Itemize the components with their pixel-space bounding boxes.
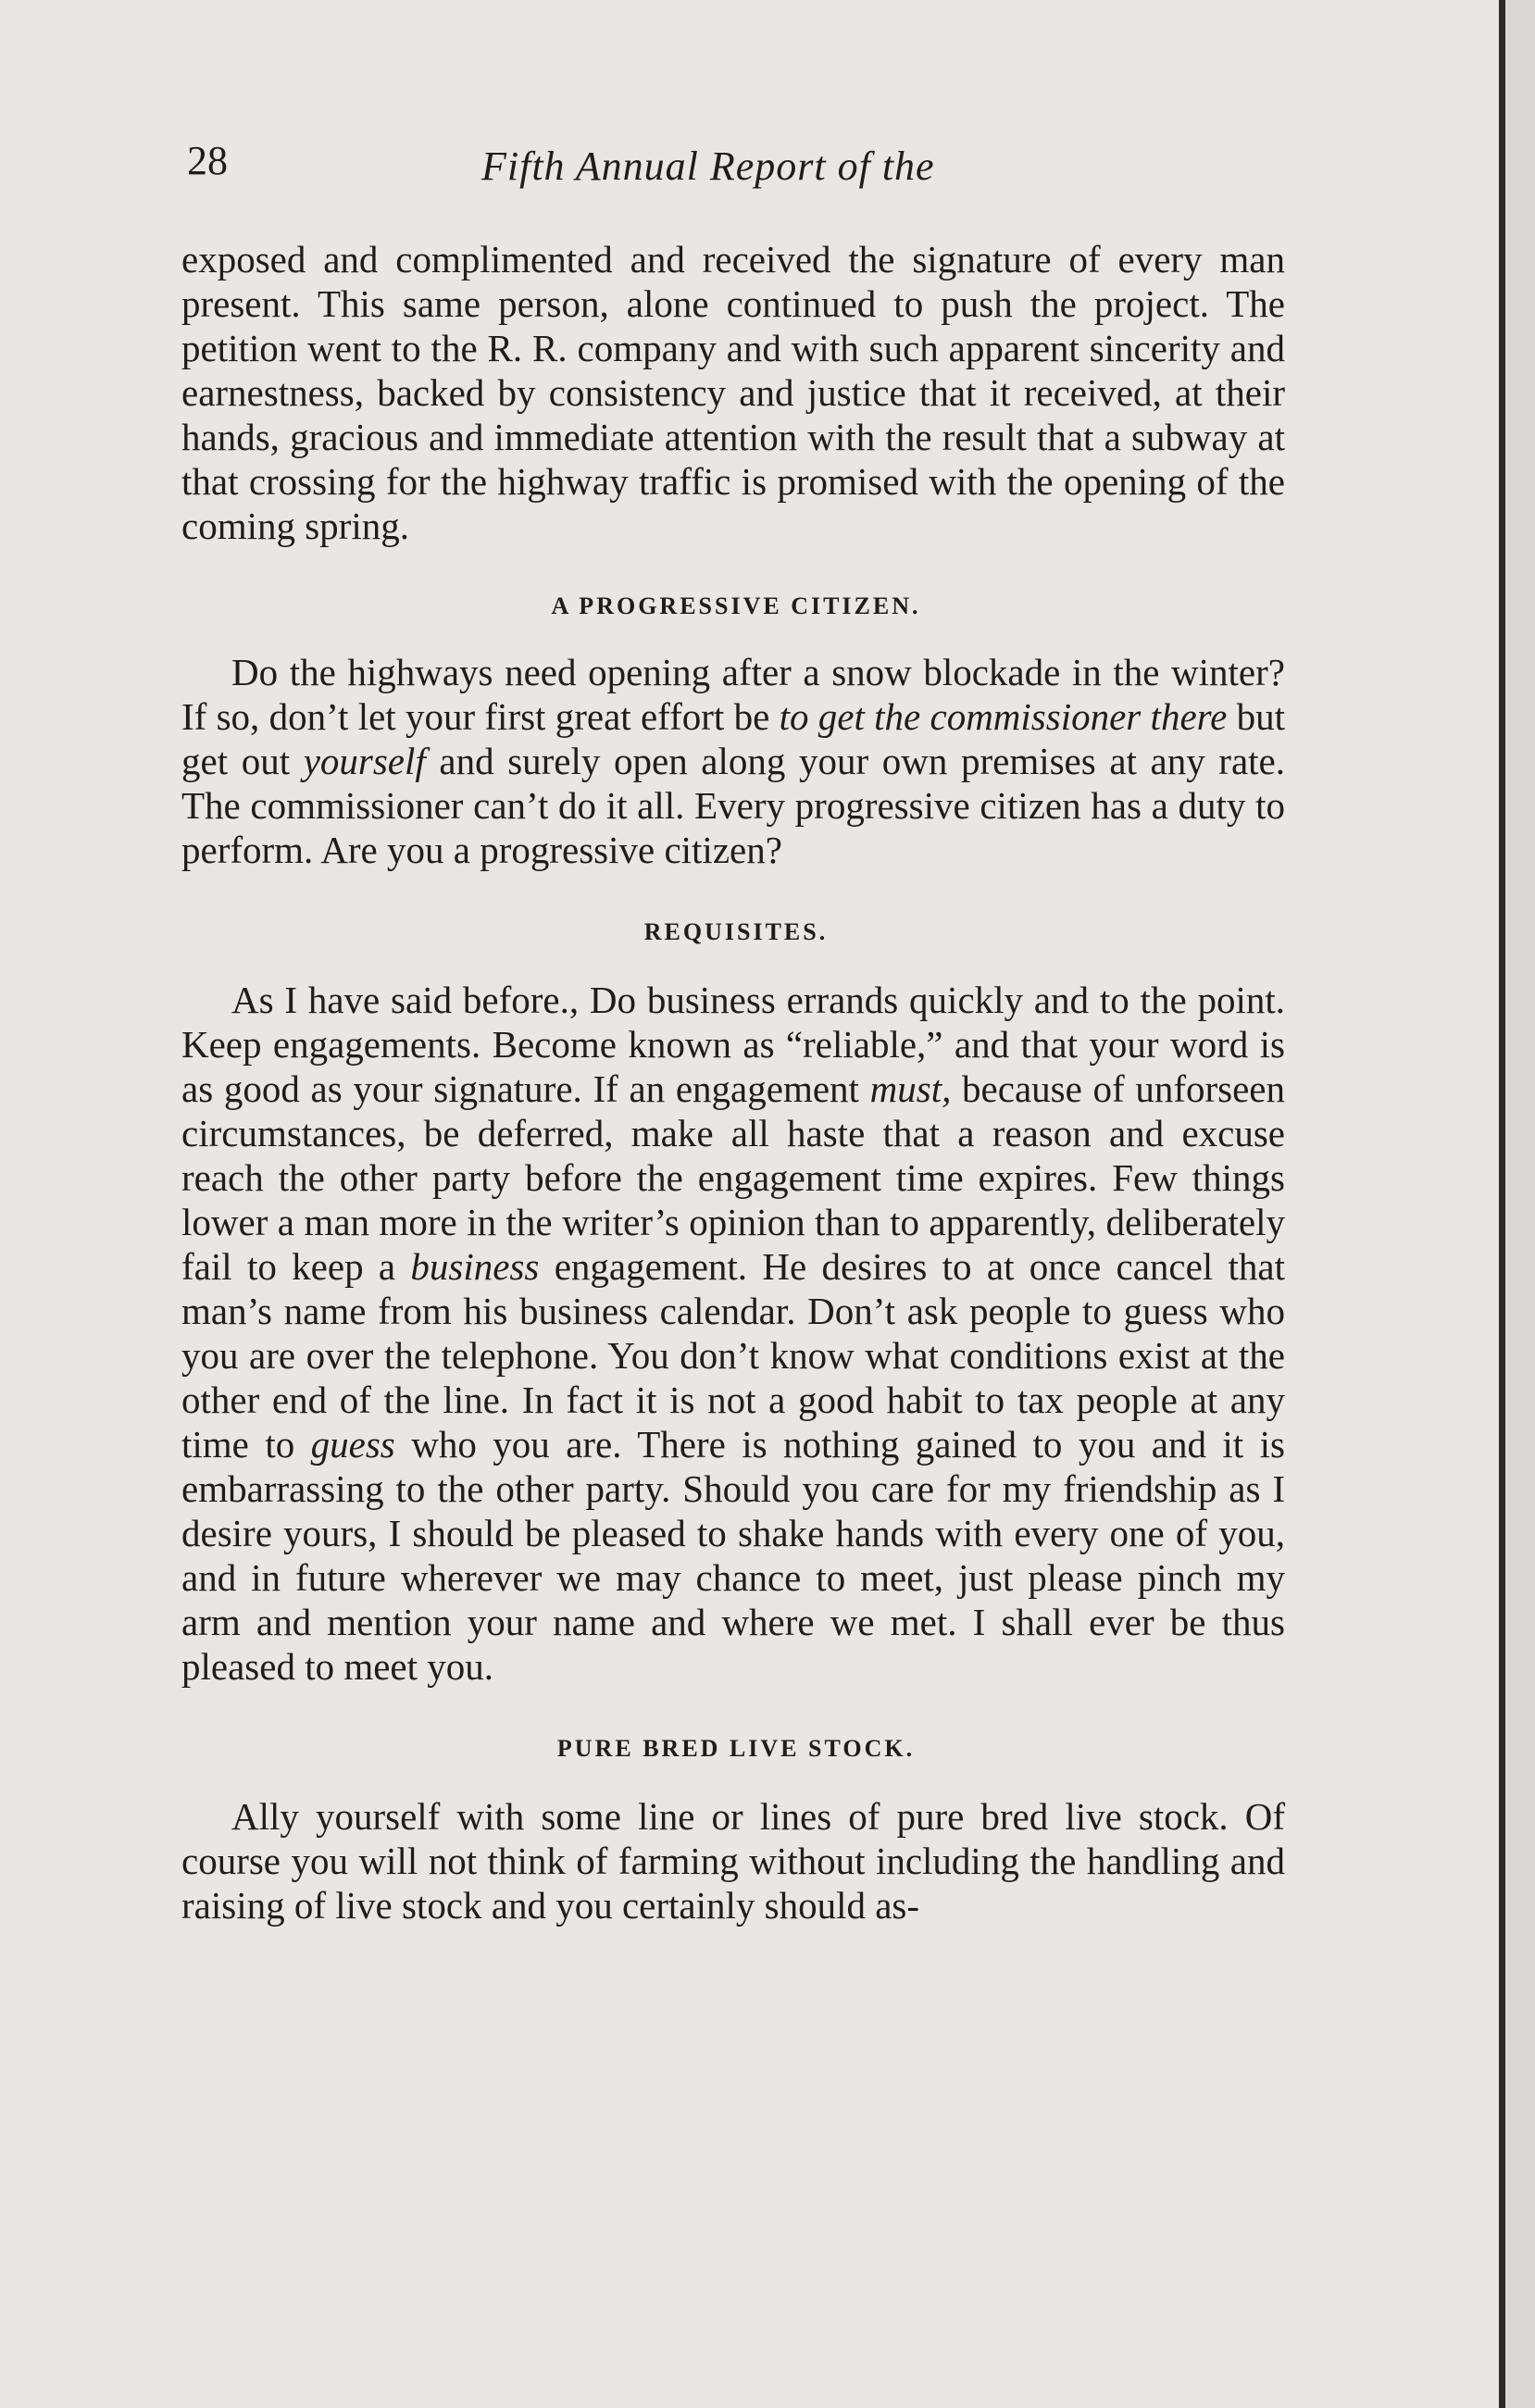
text-run: As I have said before., Do business errands quickly and to the point. Keep engagements. Become known as “reliable,” and that your word is as good as your signature. If an engagement xyxy=(181,979,1285,1110)
italic-run: must, xyxy=(869,1067,952,1110)
italic-run: guess xyxy=(310,1423,395,1466)
text-run: Do the highways need opening after a snow blockade in the winter? If so, don’t let your first great effort be xyxy=(181,651,1285,738)
paragraph-pure-bred-live-stock: Ally yourself with some line or lines of pure bred live stock. Of course you will not think of farming without including the handling and raising of live stock and you certainly should as- xyxy=(181,1795,1285,1927)
heading-progressive-citizen: A PROGRESSIVE CITIZEN. xyxy=(551,593,921,619)
running-title: Fifth Annual Report of the xyxy=(481,143,935,189)
text-run: but get out xyxy=(181,695,1285,782)
text-run: and surely open along your own premises at any rate. The commissioner can’t do it all. Every progressive citizen has a duty to perform. Are you a progressive citizen? xyxy=(181,740,1286,871)
heading-requisites: REQUISITES. xyxy=(643,918,829,945)
italic-run: to get the commissioner there xyxy=(779,695,1228,738)
page-number: 28 xyxy=(187,138,228,183)
text-run: engagement. He desires to at once cancel that man’s name from his business calendar. Don’t ask people to guess who you are over the telephone. You don’t know what conditions exist at the other end of the line. In fact it is not a good habit to tax people at any time to xyxy=(181,1245,1285,1466)
book-page xyxy=(176,130,1296,1928)
text-run: because of unforseen circumstances, be deferred, make all haste that a reason and excuse reach the other party before the engagement time expires. Few things lower a man more in the writer’s opinion than to apparently, deliberately fail to keep a xyxy=(181,1067,1286,1288)
text-run: who you are. There is nothing gained to you and it is embarrassing to the other party. Should you care for my friendship as I desire yours, I should be pleased to shake hands with every one of you, and in future wherever we may chance to meet, just please pinch my arm and mention your name and where we met. I shall ever be thus pleased to meet you. xyxy=(181,1423,1285,1688)
paragraph-progressive-citizen xyxy=(176,650,1296,872)
heading-pure-bred-live-stock: PURE BRED LIVE STOCK. xyxy=(556,1735,916,1762)
paragraph-requisites xyxy=(176,978,1296,1689)
page-margin-shadow xyxy=(1505,0,1535,2408)
paragraph-continued: exposed and complimented and received the signature of every man present. This same person, alone continued to push the project. The petition went to the R. R. company and with such apparent sincerity and earnestness, backed by consistency and justice that it received, at their hands, gracious and immediate attention with the result that a subway at that crossing for the highway traffic is promised with the opening of the coming spring. xyxy=(181,238,1285,547)
italic-run: business xyxy=(410,1245,540,1288)
italic-run: yourself xyxy=(303,740,426,782)
page-binding-edge xyxy=(1499,0,1505,2408)
running-header xyxy=(176,130,1296,204)
